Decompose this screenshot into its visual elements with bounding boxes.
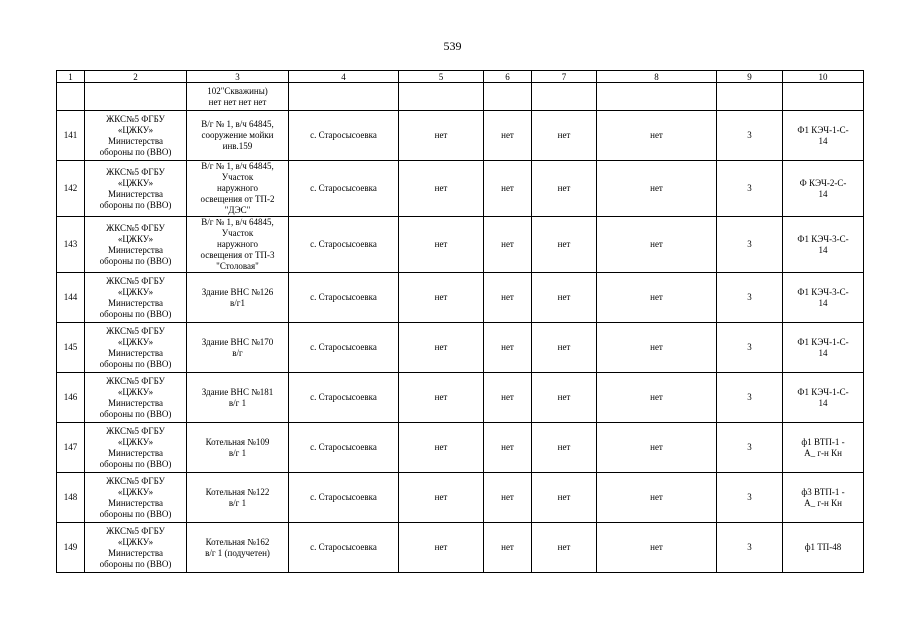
table-row-cell-col5: нет — [399, 161, 484, 217]
table-row-cell-col7: нет — [532, 373, 597, 423]
table-row-cell-col5: нет — [399, 111, 484, 161]
table-row-cell-num: 148 — [57, 473, 85, 523]
table-row-cell-feeder: Ф КЭЧ-2-С- 14 — [783, 161, 864, 217]
table-row-cell-col5: нет — [399, 473, 484, 523]
table-row-cell-num: 149 — [57, 523, 85, 573]
table-row-cell-owner: ЖКС№5 ФГБУ «ЦЖКУ» Министерства обороны по (ВВО) — [85, 323, 187, 373]
table-row — [57, 423, 864, 473]
table-row-cell-col6: нет — [484, 473, 532, 523]
continuation-row-cell-object: 102"Скважины) нет нет нет нет — [187, 83, 289, 111]
table-row — [57, 161, 864, 217]
table-row-cell-feeder: Ф1 КЭЧ-1-С- 14 — [783, 373, 864, 423]
continuation-row-cell-col5 — [399, 83, 484, 111]
continuation-row-cell-col8 — [597, 83, 717, 111]
continuation-row-cell-feeder — [783, 83, 864, 111]
table-row-cell-address: с. Старосысоевка — [289, 217, 399, 273]
table-row-cell-category: 3 — [717, 111, 783, 161]
table-row-cell-object: В/г № 1, в/ч 64845, Участок наружного освещения от ТП-3 "Столовая" — [187, 217, 289, 273]
table-row-cell-col8: нет — [597, 217, 717, 273]
table-row-cell-col5: нет — [399, 323, 484, 373]
table-row-cell-col5: нет — [399, 373, 484, 423]
table-row-cell-category: 3 — [717, 473, 783, 523]
table-row-cell-col6: нет — [484, 217, 532, 273]
table-row-cell-col5: нет — [399, 523, 484, 573]
continuation-row-cell-owner — [85, 83, 187, 111]
header-row-cell-feeder: 10 — [783, 71, 864, 83]
table-row-cell-col6: нет — [484, 523, 532, 573]
table-row-cell-col6: нет — [484, 373, 532, 423]
table-row-cell-feeder: Ф1 КЭЧ-1-С- 14 — [783, 111, 864, 161]
table-row-cell-col7: нет — [532, 273, 597, 323]
table-row-cell-col8: нет — [597, 273, 717, 323]
table-row-cell-col8: нет — [597, 473, 717, 523]
table-row-cell-col7: нет — [532, 161, 597, 217]
table-row-cell-col5: нет — [399, 273, 484, 323]
table-row-cell-owner: ЖКС№5 ФГБУ «ЦЖКУ» Министерства обороны по (ВВО) — [85, 217, 187, 273]
header-row-cell-address: 4 — [289, 71, 399, 83]
table-row-cell-col6: нет — [484, 423, 532, 473]
table-row-cell-num: 143 — [57, 217, 85, 273]
table-row — [57, 523, 864, 573]
table-row-cell-owner: ЖКС№5 ФГБУ «ЦЖКУ» Министерства обороны по (ВВО) — [85, 373, 187, 423]
continuation-row — [57, 83, 864, 111]
table-row-cell-col7: нет — [532, 111, 597, 161]
continuation-row-cell-col7 — [532, 83, 597, 111]
header-row-cell-category: 9 — [717, 71, 783, 83]
table-row-cell-col7: нет — [532, 323, 597, 373]
table-row-cell-object: Здание ВНС №126 в/г1 — [187, 273, 289, 323]
table-row-cell-address: с. Старосысоевка — [289, 473, 399, 523]
table-row-cell-category: 3 — [717, 373, 783, 423]
table-row-cell-col8: нет — [597, 423, 717, 473]
table-row-cell-col6: нет — [484, 323, 532, 373]
table-row-cell-owner: ЖКС№5 ФГБУ «ЦЖКУ» Министерства обороны по (ВВО) — [85, 473, 187, 523]
table-row-cell-address: с. Старосысоевка — [289, 161, 399, 217]
table-row-cell-object: Котельная №109 в/г 1 — [187, 423, 289, 473]
header-row — [57, 71, 864, 83]
table-row-cell-feeder: ф1 ВТП-1 - А_ г-н Кн — [783, 423, 864, 473]
table-row-cell-col8: нет — [597, 161, 717, 217]
header-row-cell-col8: 8 — [597, 71, 717, 83]
table-row-cell-owner: ЖКС№5 ФГБУ «ЦЖКУ» Министерства обороны по (ВВО) — [85, 423, 187, 473]
table-row-cell-col8: нет — [597, 323, 717, 373]
table-row-cell-category: 3 — [717, 273, 783, 323]
table-row-cell-col8: нет — [597, 373, 717, 423]
table-row-cell-address: с. Старосысоевка — [289, 273, 399, 323]
header-row-cell-col5: 5 — [399, 71, 484, 83]
table-row-cell-num: 147 — [57, 423, 85, 473]
table-row-cell-num: 141 — [57, 111, 85, 161]
table-row-cell-feeder: Ф1 КЭЧ-3-С- 14 — [783, 273, 864, 323]
table-row-cell-object: В/г № 1, в/ч 64845, сооружение мойки инв.159 — [187, 111, 289, 161]
table-row-cell-feeder: ф3 ВТП-1 - А_ г-н Кн — [783, 473, 864, 523]
table-row-cell-address: с. Старосысоевка — [289, 423, 399, 473]
table-row-cell-address: с. Старосысоевка — [289, 111, 399, 161]
table-row-cell-object: В/г № 1, в/ч 64845, Участок наружного освещения от ТП-2 "ДЭС" — [187, 161, 289, 217]
header-row-cell-col6: 6 — [484, 71, 532, 83]
table-row-cell-num: 146 — [57, 373, 85, 423]
continuation-row-cell-category — [717, 83, 783, 111]
header-row-cell-owner: 2 — [85, 71, 187, 83]
registry-table — [56, 70, 864, 573]
page-number: 539 — [443, 39, 462, 53]
table-row-cell-owner: ЖКС№5 ФГБУ «ЦЖКУ» Министерства обороны по (ВВО) — [85, 523, 187, 573]
header-row-cell-num: 1 — [57, 71, 85, 83]
continuation-row-cell-address — [289, 83, 399, 111]
table-row-cell-owner: ЖКС№5 ФГБУ «ЦЖКУ» Министерства обороны по (ВВО) — [85, 273, 187, 323]
table-row-cell-category: 3 — [717, 423, 783, 473]
table-row-cell-object: Котельная №122 в/г 1 — [187, 473, 289, 523]
continuation-row-cell-num — [57, 83, 85, 111]
table-row-cell-object: Здание ВНС №170 в/г — [187, 323, 289, 373]
table-row-cell-num: 142 — [57, 161, 85, 217]
table-row-cell-col5: нет — [399, 423, 484, 473]
header-row-cell-col7: 7 — [532, 71, 597, 83]
table-row — [57, 273, 864, 323]
table-row-cell-address: с. Старосысоевка — [289, 373, 399, 423]
table-row-cell-category: 3 — [717, 323, 783, 373]
table-row — [57, 373, 864, 423]
table-row — [57, 217, 864, 273]
table-row-cell-feeder: ф1 ТП-48 — [783, 523, 864, 573]
table-row — [57, 111, 864, 161]
table-row-cell-address: с. Старосысоевка — [289, 323, 399, 373]
header-row-cell-object: 3 — [187, 71, 289, 83]
table-row-cell-col7: нет — [532, 217, 597, 273]
table-row-cell-address: с. Старосысоевка — [289, 523, 399, 573]
table-row-cell-col6: нет — [484, 273, 532, 323]
table-row — [57, 473, 864, 523]
table-row-cell-col5: нет — [399, 217, 484, 273]
table-row-cell-object: Котельная №162 в/г 1 (подучетен) — [187, 523, 289, 573]
table-row-cell-col6: нет — [484, 111, 532, 161]
table-row-cell-category: 3 — [717, 217, 783, 273]
continuation-row-cell-col6 — [484, 83, 532, 111]
table-row-cell-object: Здание ВНС №181 в/г 1 — [187, 373, 289, 423]
table-row-cell-num: 145 — [57, 323, 85, 373]
table-row-cell-col8: нет — [597, 523, 717, 573]
table-row — [57, 323, 864, 373]
table-row-cell-col6: нет — [484, 161, 532, 217]
table-row-cell-category: 3 — [717, 161, 783, 217]
table-row-cell-col8: нет — [597, 111, 717, 161]
table-row-cell-category: 3 — [717, 523, 783, 573]
table-row-cell-num: 144 — [57, 273, 85, 323]
table-row-cell-feeder: Ф1 КЭЧ-3-С- 14 — [783, 217, 864, 273]
table-row-cell-col7: нет — [532, 423, 597, 473]
table-row-cell-owner: ЖКС№5 ФГБУ «ЦЖКУ» Министерства обороны по (ВВО) — [85, 111, 187, 161]
table-row-cell-feeder: Ф1 КЭЧ-1-С- 14 — [783, 323, 864, 373]
table-row-cell-col7: нет — [532, 473, 597, 523]
table-row-cell-col7: нет — [532, 523, 597, 573]
table-row-cell-owner: ЖКС№5 ФГБУ «ЦЖКУ» Министерства обороны по (ВВО) — [85, 161, 187, 217]
